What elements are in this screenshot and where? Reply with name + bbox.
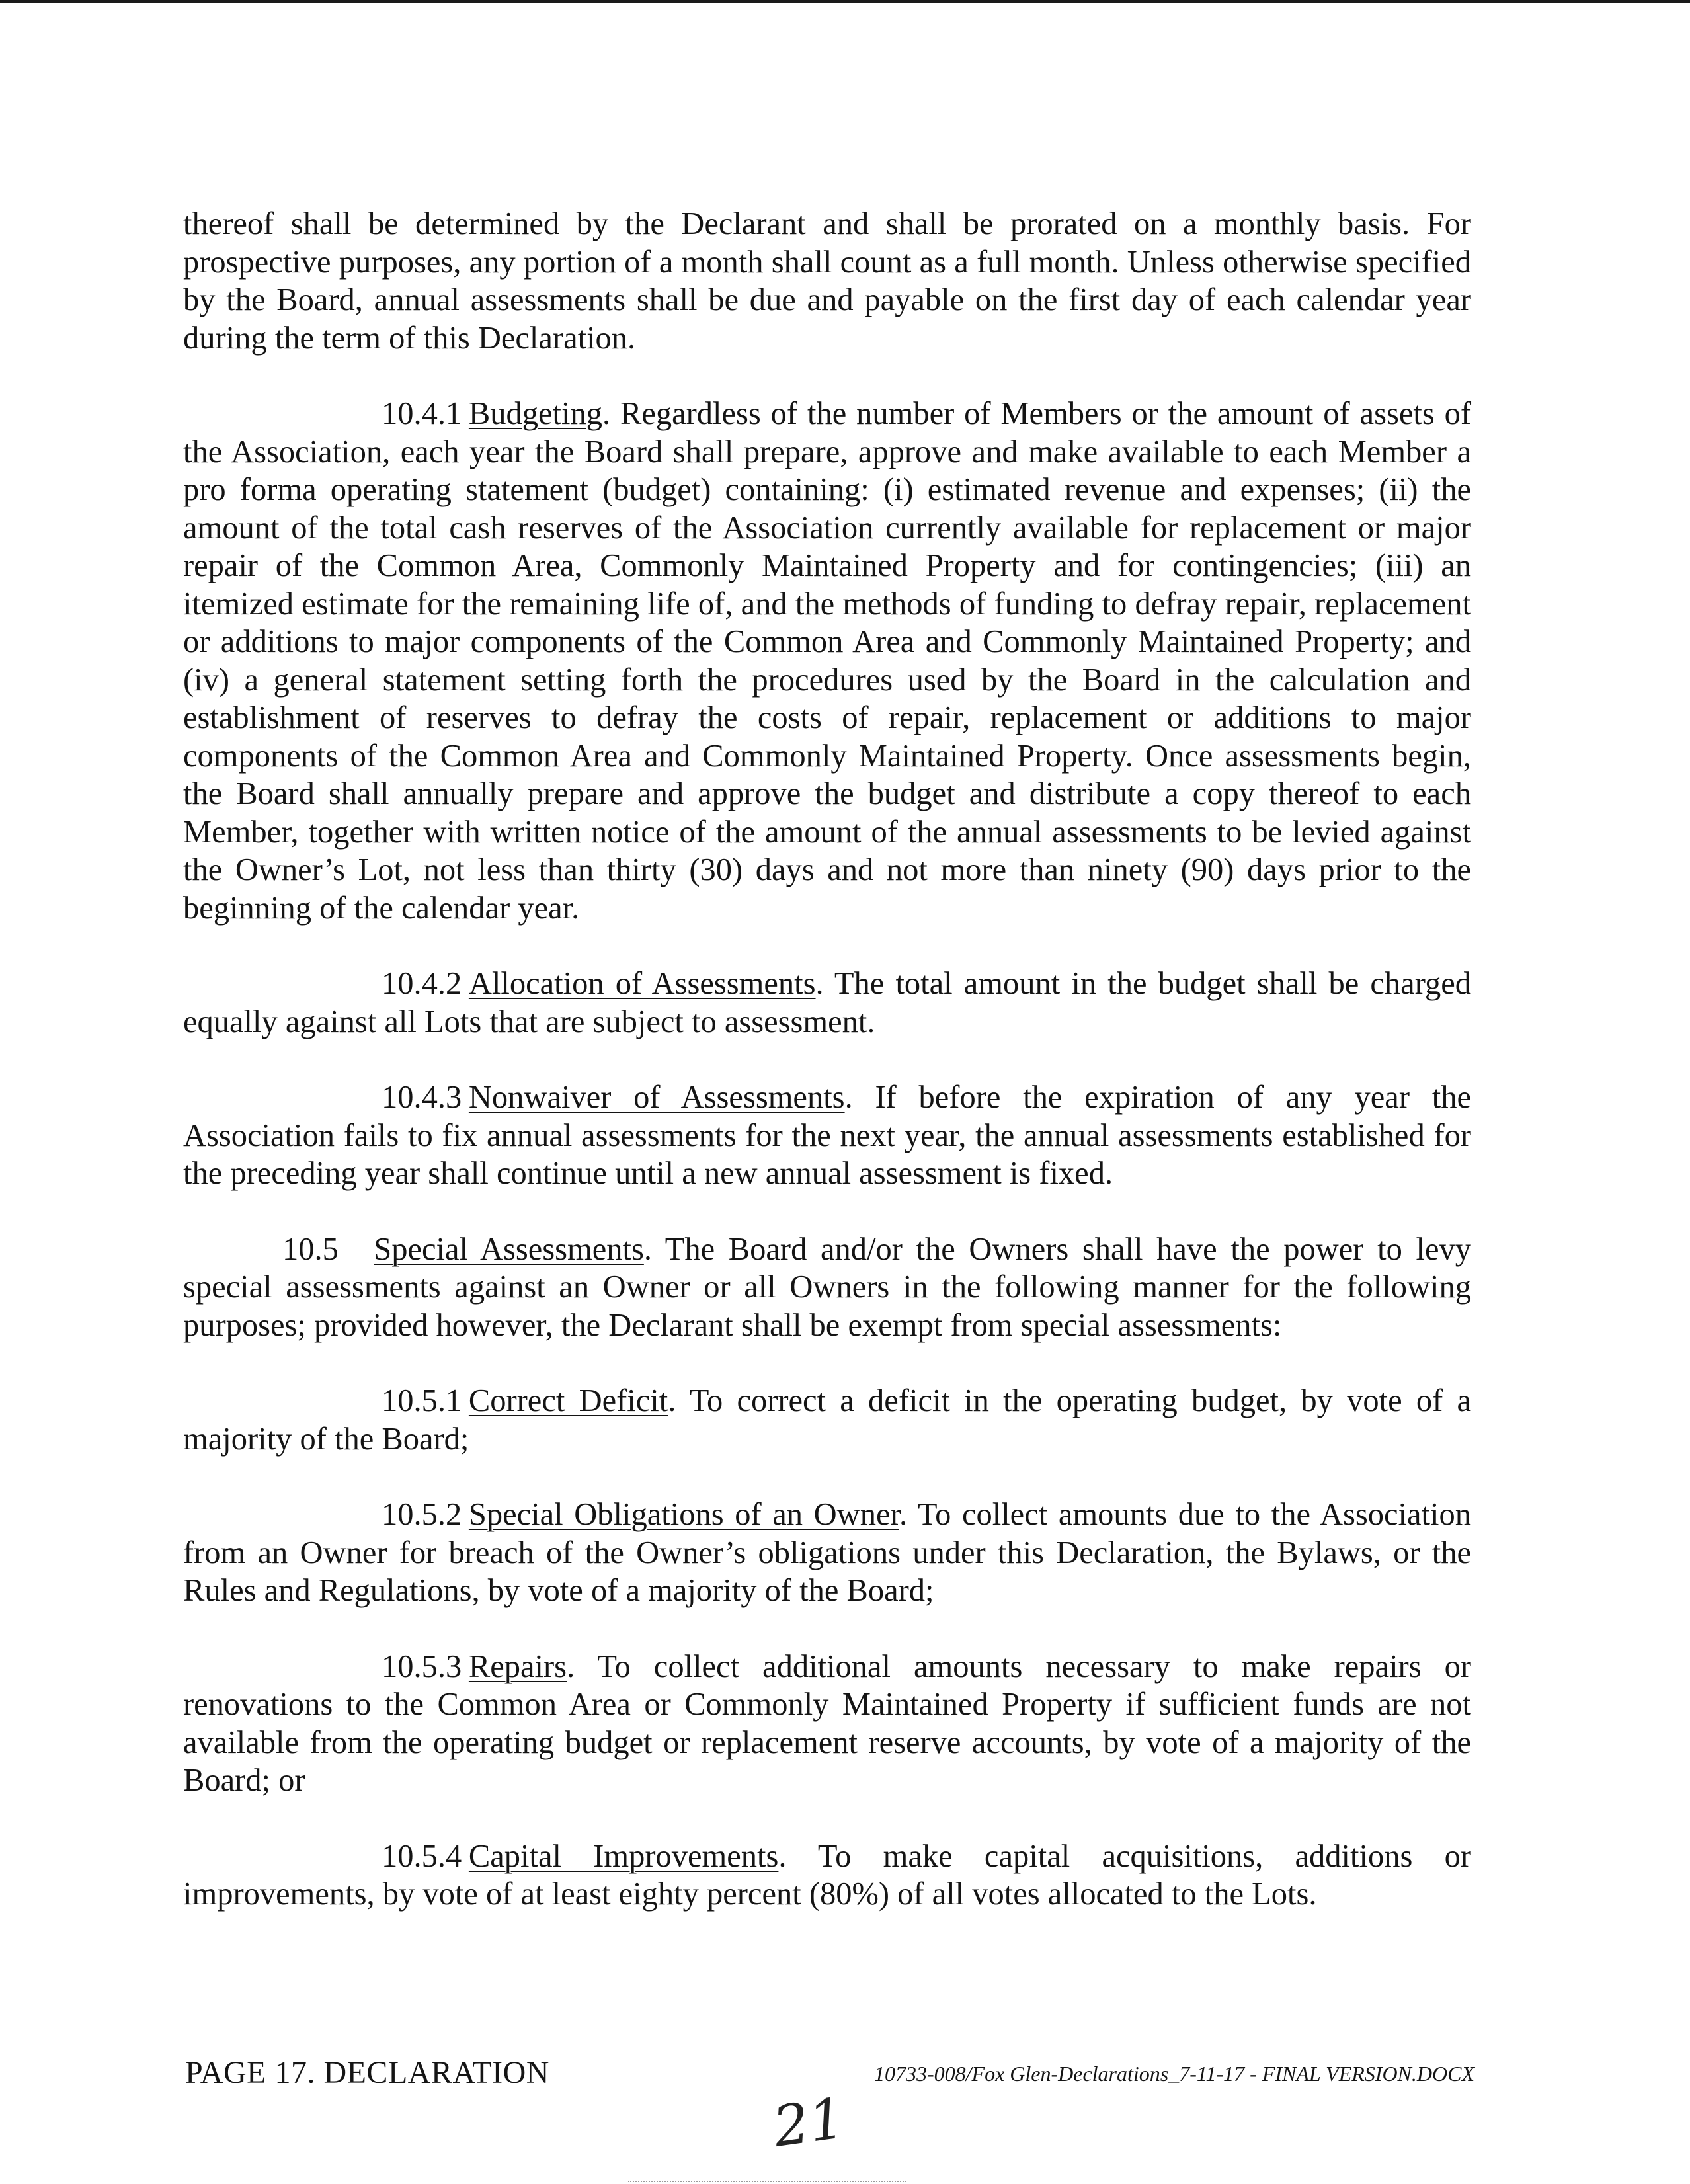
section-number: 10.5.3	[382, 1648, 462, 1684]
section-number: 10.5.1	[382, 1383, 462, 1418]
section-heading: Capital Improvements	[468, 1838, 779, 1874]
section-heading: Repairs	[468, 1648, 567, 1684]
section-number: 10.4.3	[382, 1080, 462, 1115]
section-text: . Regardless of the number of Members or the amount of assets of the Association, each year the Board shall prepare, approve and make available to each Member a pro forma operating statement (budget) containing: (i) estimated revenue and expenses; (ii) the amount of the total cash reserves of the Association currently available for replacement or major repair of the Common Area, Commonly Maintained Property and for contingencies; (iii) an itemized estimate for the remaining life of, and the methods of funding to defray repair, replacement or additions to major components of the Common Area and Commonly Maintained Property; and (iv) a general statement setting forth the procedures used by the Board in the calculation and establishment of reserves to defray the costs of repair, replacement or additions to major components of the Common Area and Commonly Maintained Property. Once assessments begin, the Board shall annually prepare and approve the budget and distribute a copy thereof to each Member, together with written notice of the amount of the annual assessments to be levied against the Owner’s Lot, not less than thirty (30) days and not more than ninety (90) days prior to the beginning of the calendar year.	[183, 396, 1471, 926]
section-10-4-3	[183, 1078, 1471, 1193]
section-heading: Nonwaiver of Assessments	[468, 1080, 845, 1115]
handwritten-page-mark: 21	[769, 2085, 849, 2160]
section-heading: Special Obligations of an Owner	[468, 1497, 899, 1532]
section-number: 10.4.1	[382, 396, 462, 431]
section-10-4-1	[183, 395, 1471, 927]
scan-top-edge	[0, 0, 1690, 3]
file-reference: 10733-008/Fox Glen-Declarations_7-11-17 - FINAL VERSION.DOCX	[873, 2062, 1474, 2085]
section-10-5-3	[183, 1648, 1471, 1800]
section-10-5-1	[183, 1382, 1471, 1458]
section-number: 10.4.2	[382, 966, 462, 1001]
section-heading: Correct Deficit	[468, 1383, 668, 1418]
section-10-5	[183, 1231, 1471, 1345]
section-text: . To correct a deficit in the operating budget, by vote of a majority of the Board;	[183, 1383, 1471, 1457]
section-text: . To collect additional amounts necessary to make repairs or renovations to the Common Area or Commonly Maintained Property if sufficient funds are not available from the operating budget or replacement reserve accounts, by vote of a majority of the Board; or	[183, 1648, 1471, 1798]
section-text: . To make capital acquisitions, additions or improvements, by vote of at least eighty percent (80%) of all votes allocated to the Lots.	[183, 1838, 1472, 1912]
intro-paragraph: thereof shall be determined by the Declarant and shall be prorated on a monthly basis. For prospective purposes, any portion of a month shall count as a full month. Unless otherwise specified by the Board, annual assessments shall be due and payable on the first day of each calendar year during the term of this Declaration.	[183, 206, 1471, 356]
section-text: . The Board and/or the Owners shall have the power to levy special assessments against an Owner or all Owners in the following manner for the following purposes; provided however, the Declarant shall be exempt from special assessments:	[183, 1231, 1471, 1343]
section-heading: Allocation of Assessments	[468, 966, 816, 1001]
section-10-5-4	[183, 1838, 1471, 1914]
section-number: 10.5.4	[382, 1838, 462, 1874]
document-body	[183, 205, 1471, 1914]
section-text: . To collect amounts due to the Association from an Owner for breach of the Owner’s obligations under this Declaration, the Bylaws, or the Rules and Regulations, by vote of a majority of the Board;	[183, 1497, 1472, 1608]
section-heading: Budgeting	[468, 396, 602, 431]
section-text: . The total amount in the budget shall be charged equally against all Lots that are subject to assessment.	[183, 966, 1471, 1039]
page-label: PAGE 17. DECLARATION	[185, 2055, 549, 2090]
section-text: . If before the expiration of any year the Association fails to fix annual assessments for the next year, the annual assessments established for the preceding year shall continue until a new annual assessment is fixed.	[183, 1080, 1472, 1191]
section-10-5-2	[183, 1496, 1471, 1610]
scan-bottom-edge	[628, 2181, 906, 2183]
section-number: 10.5.2	[382, 1497, 462, 1532]
section-heading: Special Assessments	[374, 1231, 644, 1267]
section-10-4-2	[183, 965, 1471, 1041]
section-number: 10.5	[282, 1231, 339, 1267]
